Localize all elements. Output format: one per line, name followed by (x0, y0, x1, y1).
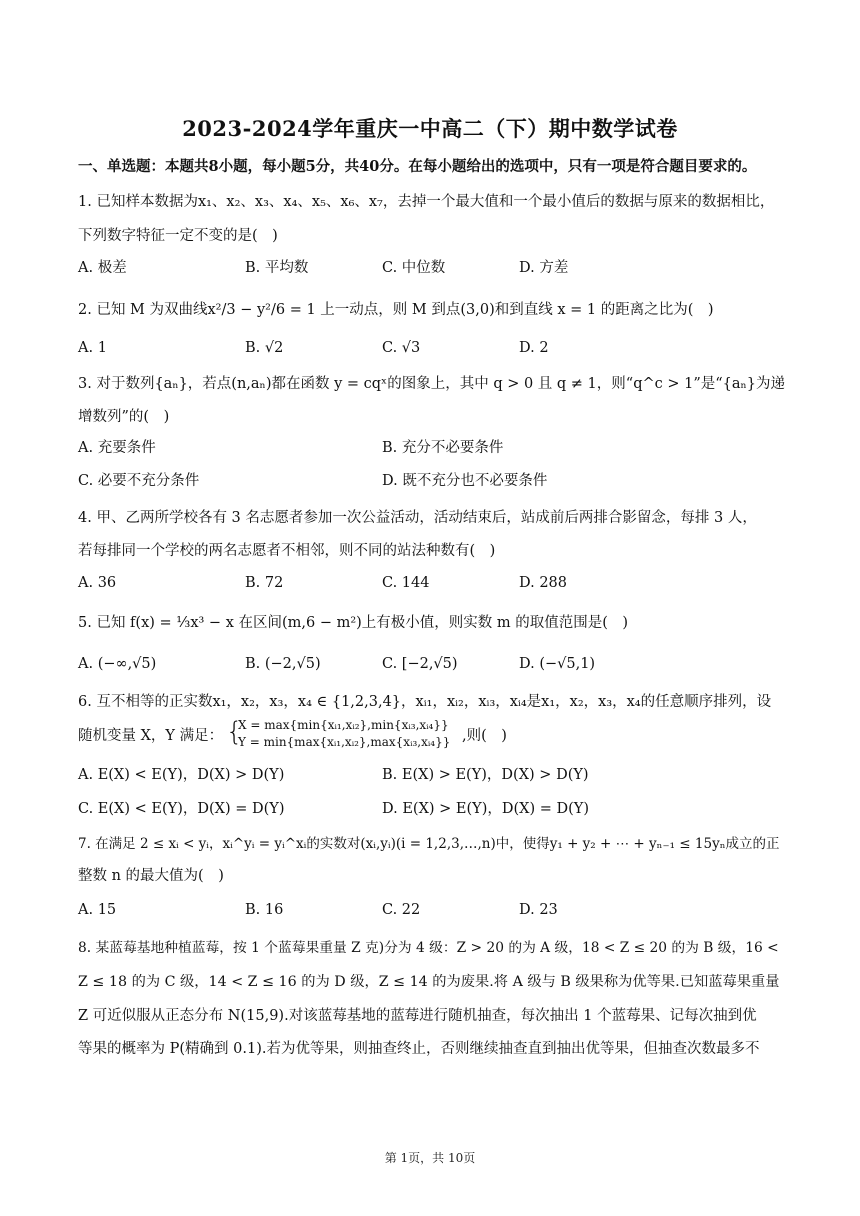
q6-option-c: C. E(X) < E(Y)，D(X) = D(Y) (78, 801, 285, 817)
q1-option-b: B. 平均数 (245, 260, 309, 276)
q5-option-b: B. (−2,√5) (245, 656, 321, 672)
question-3-line-1: 3. 对于数列{aₙ}，若点(n,aₙ)都在函数 y = cqˣ的图象上，其中 q > 0 且 q ≠ 1，则“q^c > 1”是“{aₙ}为递 (78, 376, 786, 392)
q6-option-d: D. E(X) > E(Y)，D(X) = D(Y) (382, 801, 590, 817)
q4-option-d: D. 288 (519, 575, 568, 591)
question-1-line-1: 1. 已知样本数据为x₁、x₂、x₃、x₄、x₅、x₆、x₇，去掉一个最大值和一个最小值后的数据与原来的数据相比， (78, 194, 775, 210)
q3-option-b: B. 充分不必要条件 (382, 440, 504, 456)
q3-option-a: A. 充要条件 (78, 440, 156, 456)
q6-option-b: B. E(X) > E(Y)，D(X) > D(Y) (382, 767, 589, 783)
question-4-line-2: 若每排同一个学校的两名志愿者不相邻，则不同的站法种数有( ) (78, 543, 496, 559)
question-7-line-2: 整数 n 的最大值为( ) (78, 868, 224, 884)
q1-option-c: C. 中位数 (382, 260, 446, 276)
q3-option-d: D. 既不充分也不必要条件 (382, 473, 548, 489)
section-heading: 一、单选题：本题共8小题，每小题5分，共40分。在每小题给出的选项中，只有一项是符合题目要求的。 (78, 158, 757, 175)
q7-option-b: B. 16 (245, 902, 284, 918)
question-6-line-2b: ,则( ) (462, 728, 507, 744)
question-4-line-1: 4. 甲、乙两所学校各有 3 名志愿者参加一次公益活动，活动结束后，站成前后两排合影留念，每排 3 人， (78, 510, 757, 526)
question-7-line-1: 7. 在满足 2 ≤ xᵢ < yᵢ，xᵢ^yᵢ = yᵢ^xᵢ的实数对(xᵢ,yᵢ)(i = 1,2,3,…,n)中，使得y₁ + y₂ + ⋯ + yₙ₋₁ ≤ 15yₙ成立的正 (78, 836, 780, 852)
brace-row-y: Y = min{max{xᵢ₁,xᵢ₂},max{xᵢ₃,xᵢ₄}} (238, 735, 451, 749)
q5-option-d: D. (−√5,1) (519, 656, 596, 672)
q4-option-c: C. 144 (382, 575, 430, 591)
q7-option-d: D. 23 (519, 902, 558, 918)
question-6-line-1: 6. 互不相等的正实数x₁，x₂，x₃，x₄ ∈ {1,2,3,4}，xᵢ₁，xᵢ₂，xᵢ₃，xᵢ₄是x₁，x₂，x₃，x₄的任意顺序排列，设 (78, 694, 772, 710)
q7-option-a: A. 15 (78, 902, 117, 918)
question-8-line-1: 8. 某蓝莓基地种植蓝莓，按 1 个蓝莓果重量 Z 克)分为 4 级：Z > 20 的为 A 级，18 < Z ≤ 20 的为 B 级，16 < (78, 940, 779, 956)
q5-option-c: C. [−2,√5) (382, 656, 458, 672)
question-1-line-2: 下列数字特征一定不变的是( ) (78, 228, 278, 244)
left-brace: { (226, 717, 243, 747)
question-3-line-2: 增数列”的( ) (78, 409, 170, 425)
q6-option-a: A. E(X) < E(Y)，D(X) > D(Y) (78, 767, 285, 783)
q1-option-d: D. 方差 (519, 260, 569, 276)
brace-row-x: X = max{min{xᵢ₁,xᵢ₂},min{xᵢ₃,xᵢ₄}} (238, 718, 449, 732)
q7-option-c: C. 22 (382, 902, 421, 918)
q4-option-b: B. 72 (245, 575, 284, 591)
question-6-line-2a: 随机变量 X，Y 满足： (78, 728, 224, 744)
question-8-line-3: Z 可近似服从正态分布 N(15,9).对该蓝莓基地的蓝莓进行随机抽查，每次抽出 1 个蓝莓果、记每次抽到优 (78, 1008, 757, 1024)
q2-option-d: D. 2 (519, 340, 549, 356)
q5-option-a: A. (−∞,√5) (78, 656, 157, 672)
question-8-line-4: 等果的概率为 P(精确到 0.1).若为优等果，则抽查终止，否则继续抽查直到抽出优等果，但抽查次数最多不 (78, 1041, 760, 1057)
question-5-line-1: 5. 已知 f(x) = ⅓x³ − x 在区间(m,6 − m²)上有极小值，则实数 m 的取值范围是( ) (78, 615, 629, 631)
question-2-line-1: 2. 已知 M 为双曲线x²/3 − y²/6 = 1 上一动点，则 M 到点(3,0)和到直线 x = 1 的距离之比为( ) (78, 302, 714, 318)
q3-option-c: C. 必要不充分条件 (78, 473, 200, 489)
q2-option-c: C. √3 (382, 340, 421, 356)
page-footer: 第 1页，共 10页 (384, 1151, 476, 1165)
page-title: 2023-2024学年重庆一中高二（下）期中数学试卷 (182, 116, 678, 141)
q4-option-a: A. 36 (78, 575, 117, 591)
q1-option-a: A. 极差 (78, 260, 127, 276)
question-8-line-2: Z ≤ 18 的为 C 级，14 < Z ≤ 16 的为 D 级，Z ≤ 14 的为废果.将 A 级与 B 级果称为优等果.已知蓝莓果重量 (78, 974, 780, 990)
q2-option-b: B. √2 (245, 340, 284, 356)
q2-option-a: A. 1 (78, 340, 107, 356)
